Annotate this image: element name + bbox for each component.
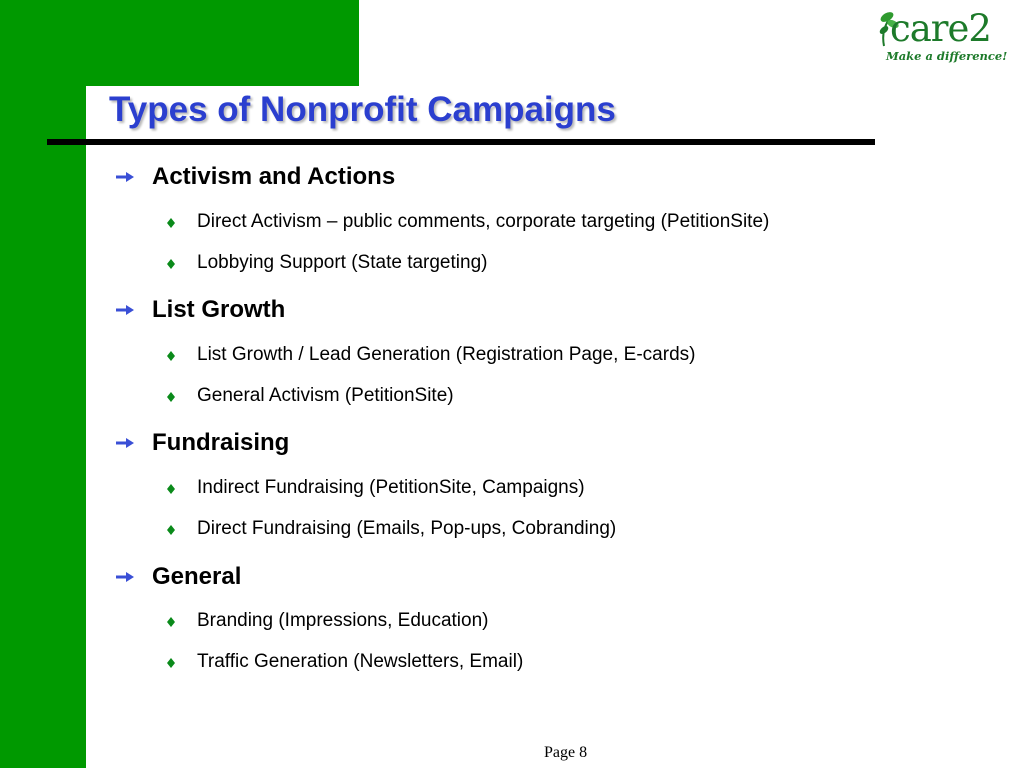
section-heading-text: List Growth [152,296,286,323]
diamond-bullet-icon [167,525,175,535]
diamond-bullet-icon [167,658,175,668]
diamond-bullet-icon [167,617,175,627]
green-frame-top [0,0,359,86]
diamond-bullet-icon [167,351,175,361]
logo-wordmark: care2 [890,7,991,50]
arrow-bullet-icon [116,172,134,182]
list-item-text: Lobbying Support (State targeting) [197,252,488,273]
section-heading-text: Fundraising [152,429,290,456]
list-item-text: Branding (Impressions, Education) [197,610,489,631]
list-item-text: Direct Fundraising (Emails, Pop-ups, Cobranding) [197,518,617,539]
diamond-bullet-icon [167,218,175,228]
slide-title: Types of Nonprofit Campaigns [109,90,616,129]
title-underline [47,139,875,145]
green-frame-left [0,0,86,768]
logo-tagline: Make a difference! [886,49,1008,63]
diamond-bullet-icon [167,484,175,494]
list-item-text: General Activism (PetitionSite) [197,385,454,406]
section-heading-text: Activism and Actions [152,163,396,190]
diamond-bullet-icon [167,259,175,269]
list-item-text: Indirect Fundraising (PetitionSite, Campaigns) [197,477,585,498]
list-item-text: Direct Activism – public comments, corporate targeting (PetitionSite) [197,211,770,232]
arrow-bullet-icon [116,305,134,315]
care2-logo [878,8,1008,68]
list-item-text: List Growth / Lead Generation (Registration Page, E-cards) [197,344,696,365]
section-heading-text: General [152,563,242,590]
arrow-bullet-icon [116,438,134,448]
page-number: Page 8 [544,744,588,761]
diamond-bullet-icon [167,392,175,402]
list-item-text: Traffic Generation (Newsletters, Email) [197,651,524,672]
arrow-bullet-icon [116,572,134,582]
